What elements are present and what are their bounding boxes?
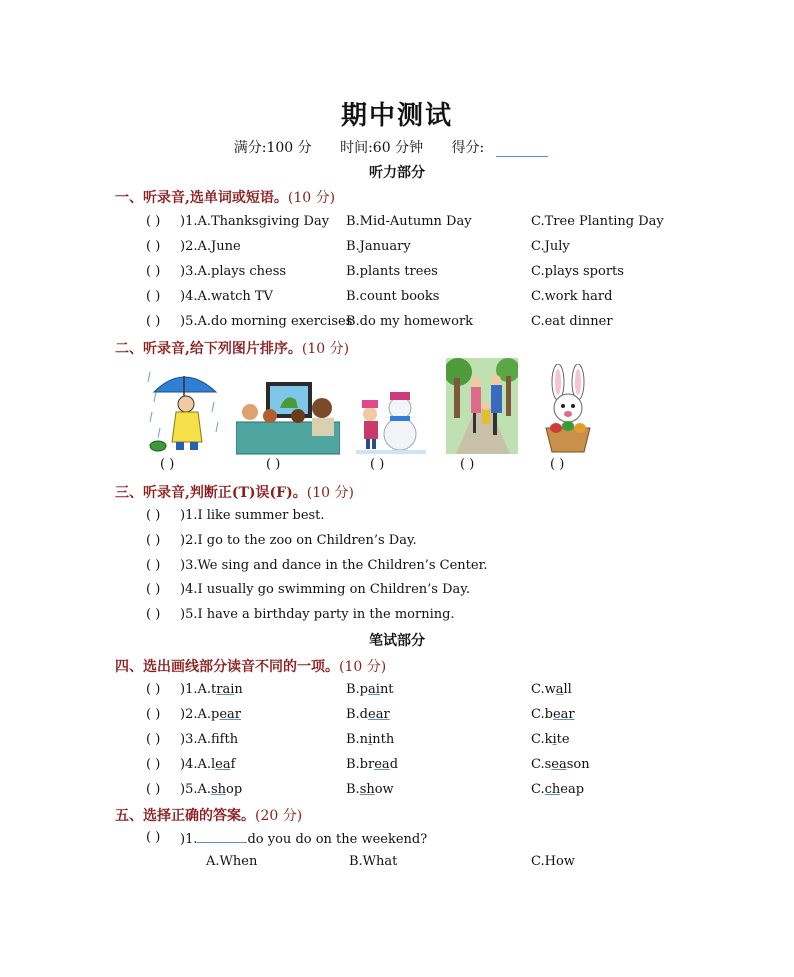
section-4-heading: 四、选出画线部分读音不同的一项。(10 分) bbox=[115, 659, 387, 675]
score-field: 得分: bbox=[452, 140, 561, 156]
rain-umbrella-picture bbox=[146, 362, 222, 454]
page-title: 期中测试 bbox=[340, 101, 453, 131]
picture-3-answer[interactable]: ( ) bbox=[370, 457, 385, 472]
picture-2-answer[interactable]: ( ) bbox=[266, 457, 281, 472]
snowman-picture bbox=[356, 388, 426, 454]
picture-4-answer[interactable]: ( ) bbox=[460, 457, 475, 472]
section-1-heading: 一、听录音,选单词或短语。(10 分) bbox=[115, 190, 336, 206]
section-2-heading: 二、听录音,给下列图片排序。(10 分) bbox=[115, 341, 350, 357]
exam-meta bbox=[0, 137, 794, 157]
option-a[interactable]: A.When bbox=[206, 854, 258, 869]
section-5-heading: 五、选择正确的答案。(20 分) bbox=[115, 808, 303, 824]
watch-tv-picture bbox=[236, 378, 340, 456]
score-blank[interactable] bbox=[496, 156, 548, 157]
option-b[interactable]: B.What bbox=[349, 854, 398, 869]
time-limit: 时间:60 分钟 bbox=[340, 140, 424, 156]
bunny-eggs-picture bbox=[538, 364, 598, 454]
answer-blank[interactable] bbox=[197, 830, 247, 843]
listening-part-title: 听力部分 bbox=[369, 165, 425, 181]
option-c[interactable]: C.How bbox=[531, 854, 575, 869]
exam-page: 期中测试 满分:100 分 时间:60 分钟 得分: 听力部分 一、听录音,选单词或短语。(10 分) ( ) )1.A.Thanksgiving Day B.Mid-Autumn Day C.Tree Planting Day ( ) )2.A.June B.January C.July ( ) )3.A.plays chess B.plants trees C.plays sports ( ) )4.A.watch TV B.count books C.work hard ( ) )5.A.do morning exercises B.do my homework C.eat dinner 二、听录音,给下列图片排序。(10 分) ( ) ( ) ( ) ( ) ( ) 三、听录音,判断正(T)误(F)。(10 分) ( ) )1.I like summer best. ( ) )2.I go to the zoo on Children’s Day. ( ) )3.We sing and dance in the Children’s Center. ( ) )4.I usually go swimming on Children’s Day. ( ) )5.I have a birthday party in the morning. 笔试部分 四、选出画线部分读音不同的一项。(10 分) ( ) )1.A.train B.paint C.wall ( ) )2.A.pear B.dear C.bear ( ) )3.A.ffth B.ninth C.kite ( ) )4.A.leaf B.bread C.season ( ) )5.A.shop B.show C.cheap 五、选择正确的答案。(20 分) ( ) )1. do you do on the weekend? A.When B.What C.How bbox=[0, 0, 794, 977]
full-score: 满分:100 分 bbox=[233, 140, 312, 156]
writing-part-title: 笔试部分 bbox=[369, 633, 425, 649]
park-family-picture bbox=[446, 358, 518, 454]
picture-1-answer[interactable]: ( ) bbox=[160, 457, 175, 472]
picture-5-answer[interactable]: ( ) bbox=[550, 457, 565, 472]
section-3-heading: 三、听录音,判断正(T)误(F)。(10 分) bbox=[115, 485, 354, 501]
